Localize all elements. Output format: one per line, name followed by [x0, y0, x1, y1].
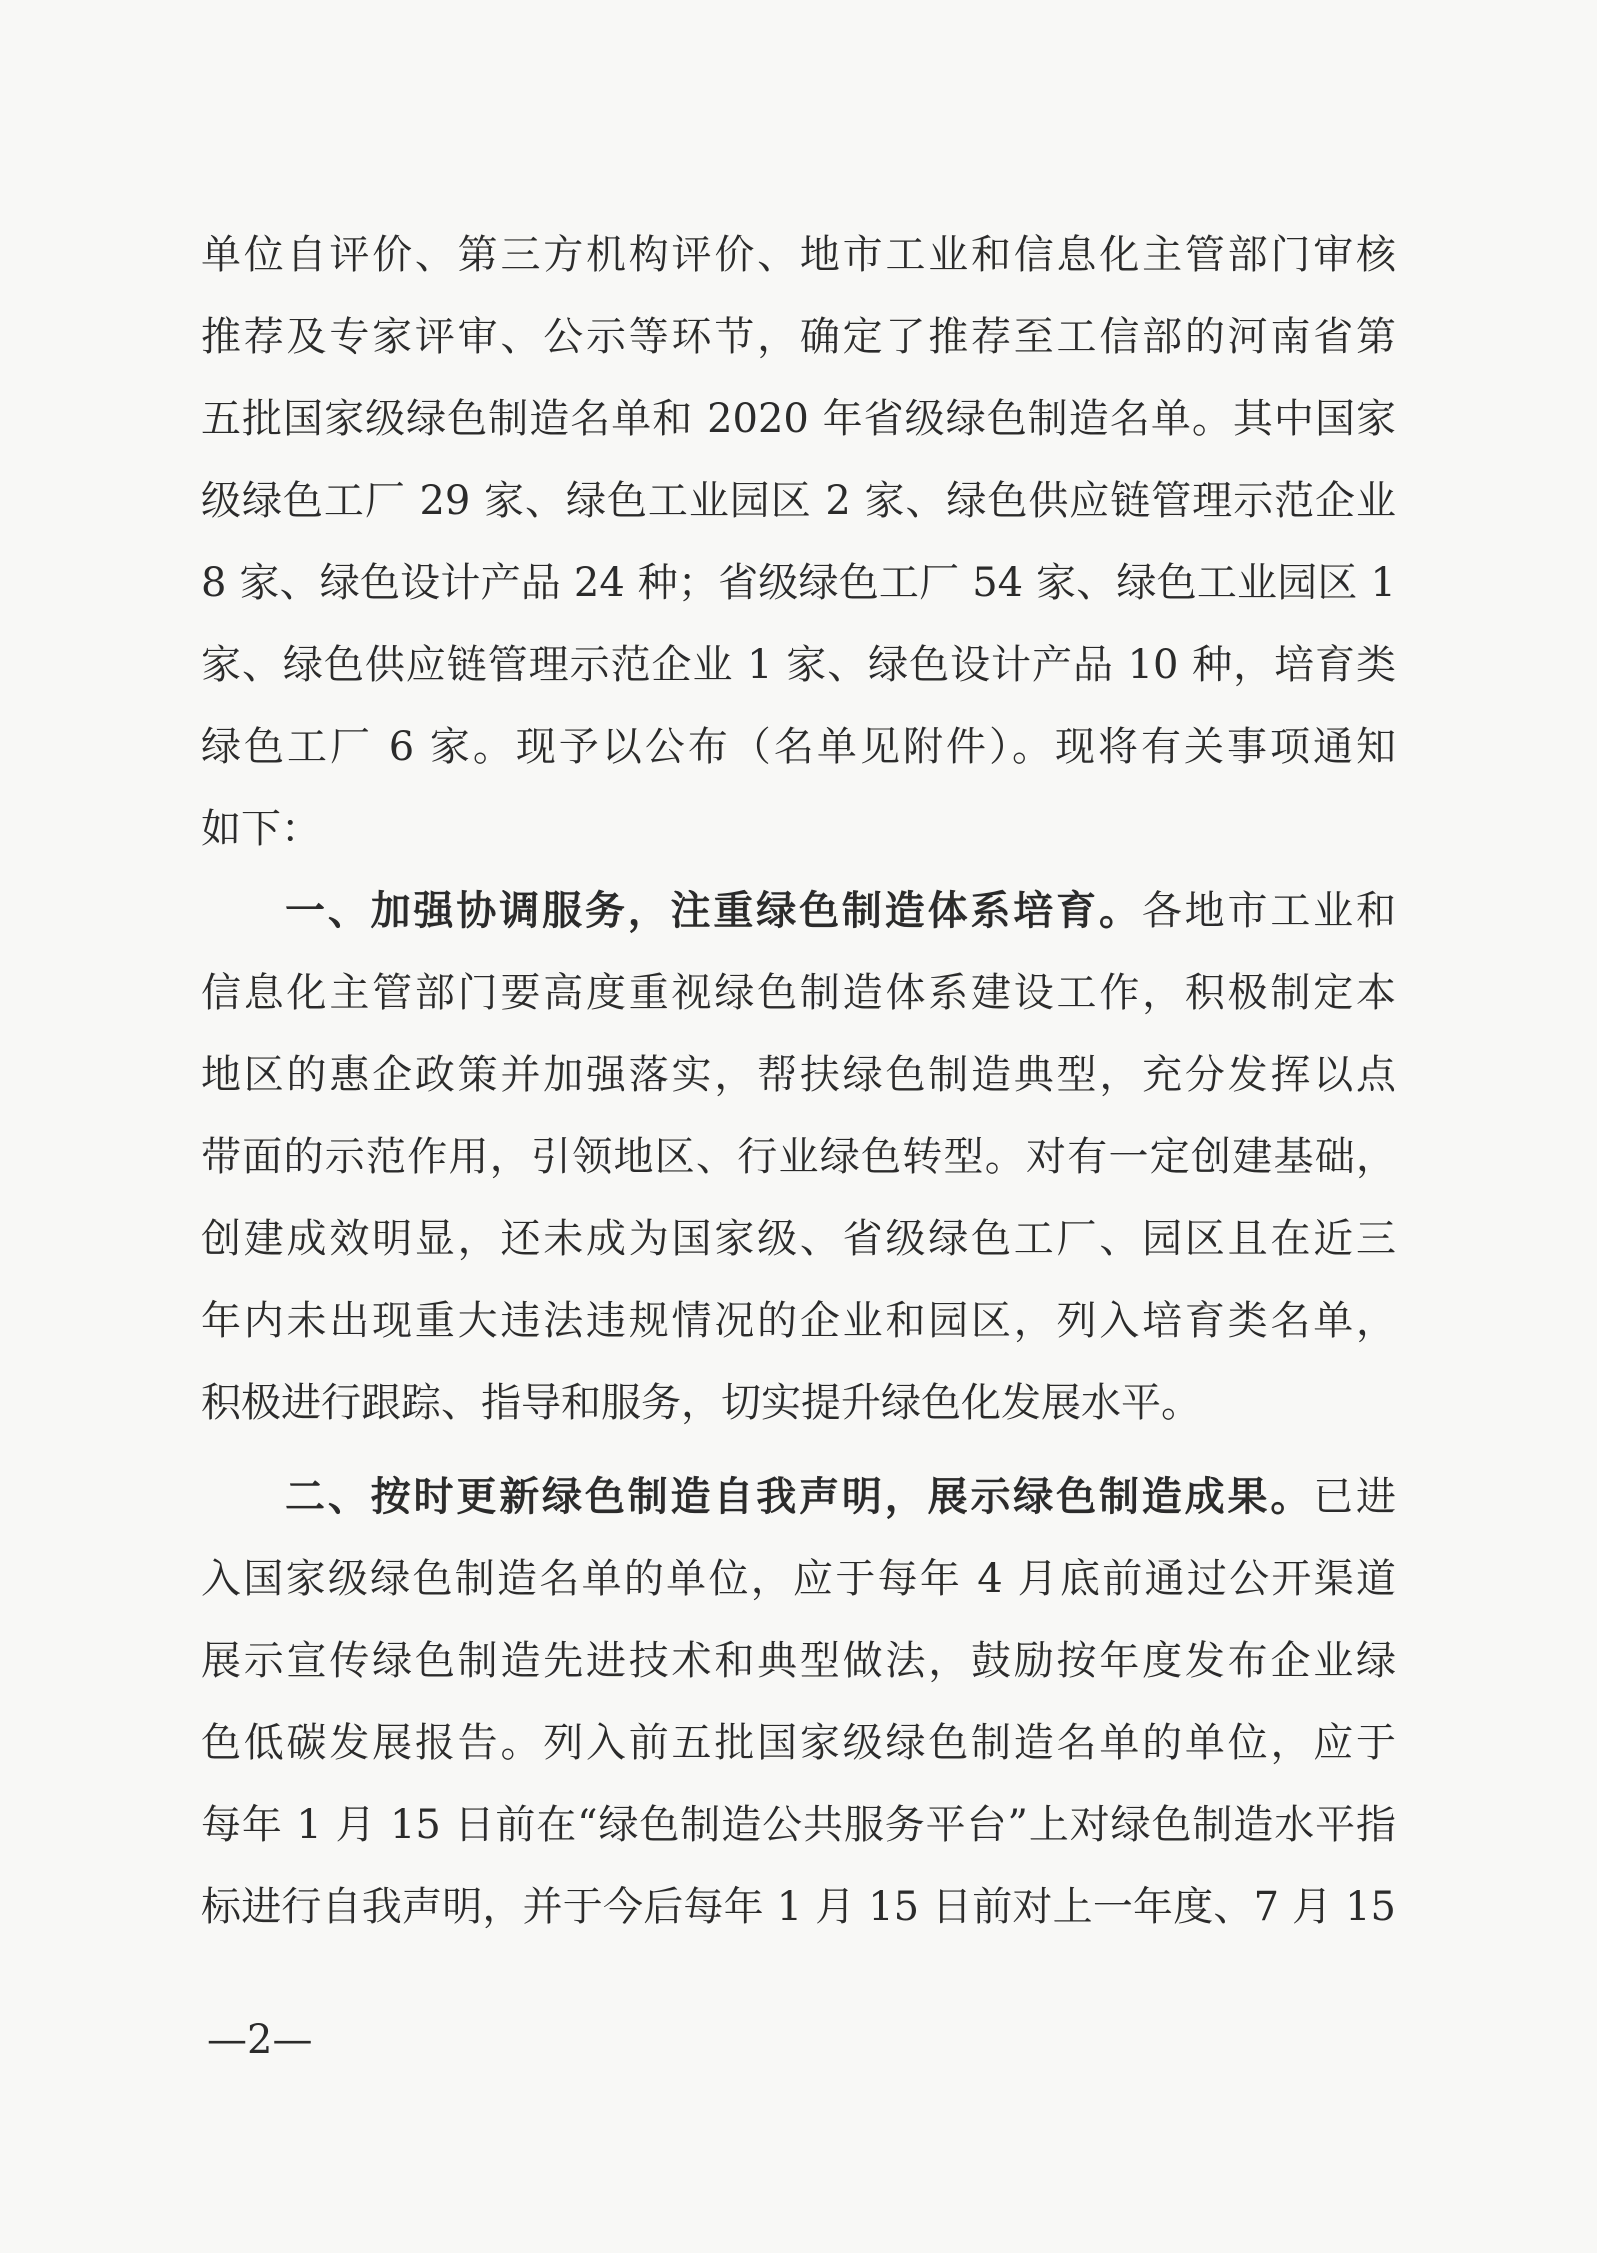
- document-body: [201, 214, 1396, 1948]
- text-line: 色低碳发展报告。列入前五批国家级绿色制造名单的单位，应于: [201, 1720, 1396, 1766]
- section-heading: 一、加强协调服务，注重绿色制造体系培育。: [285, 887, 1142, 934]
- section-1-paragraph: [201, 870, 1396, 1444]
- text-line: 入国家级绿色制造名单的单位，应于每年 4 月底前通过公开渠道: [201, 1556, 1396, 1602]
- text-line: 推荐及专家评审、公示等环节，确定了推荐至工信部的河南省第: [201, 314, 1396, 360]
- text-line: 五批国家级绿色制造名单和 2020 年省级绿色制造名单。其中国家: [201, 396, 1396, 442]
- text-line: 地区的惠企政策并加强落实，帮扶绿色制造典型，充分发挥以点: [201, 1052, 1396, 1098]
- text-line: 级绿色工厂 29 家、绿色工业园区 2 家、绿色供应链管理示范企业: [201, 478, 1396, 524]
- section-lead-text: 各地市工业和: [1141, 888, 1396, 934]
- section-heading: 二、按时更新绿色制造自我声明，展示绿色制造成果。: [285, 1473, 1314, 1520]
- text-line: 家、绿色供应链管理示范企业 1 家、绿色设计产品 10 种，培育类: [201, 642, 1396, 688]
- text-line: 带面的示范作用，引领地区、行业绿色转型。对有一定创建基础，: [201, 1134, 1396, 1180]
- section-lead-text: 已进: [1313, 1474, 1396, 1520]
- page-number: —2—: [207, 2017, 313, 2063]
- text-line: 年内未出现重大违法违规情况的企业和园区，列入培育类名单，: [201, 1298, 1396, 1344]
- text-line: 积极进行跟踪、指导和服务，切实提升绿色化发展水平。: [201, 1380, 1201, 1426]
- text-line: 如下：: [201, 806, 321, 852]
- text-line: 创建成效明显，还未成为国家级、省级绿色工厂、园区且在近三: [201, 1216, 1396, 1262]
- text-line: 每年 1 月 15 日前在“绿色制造公共服务平台”上对绿色制造水平指: [201, 1802, 1396, 1848]
- text-line: 绿色工厂 6 家。现予以公布（名单见附件）。现将有关事项通知: [201, 724, 1396, 770]
- text-line: 8 家、绿色设计产品 24 种；省级绿色工厂 54 家、绿色工业园区 1: [201, 560, 1396, 606]
- text-line: 展示宣传绿色制造先进技术和典型做法，鼓励按年度发布企业绿: [201, 1638, 1396, 1684]
- section-2-paragraph: [201, 1456, 1396, 1948]
- intro-paragraph: [201, 214, 1396, 870]
- section-1-first-line: [201, 870, 1396, 952]
- text-line: 信息化主管部门要高度重视绿色制造体系建设工作，积极制定本: [201, 970, 1396, 1016]
- text-line: 单位自评价、第三方机构评价、地市工业和信息化主管部门审核: [201, 232, 1396, 278]
- section-2-first-line: [201, 1456, 1396, 1538]
- text-line: 标进行自我声明，并于今后每年 1 月 15 日前对上一年度、7 月 15: [201, 1884, 1396, 1930]
